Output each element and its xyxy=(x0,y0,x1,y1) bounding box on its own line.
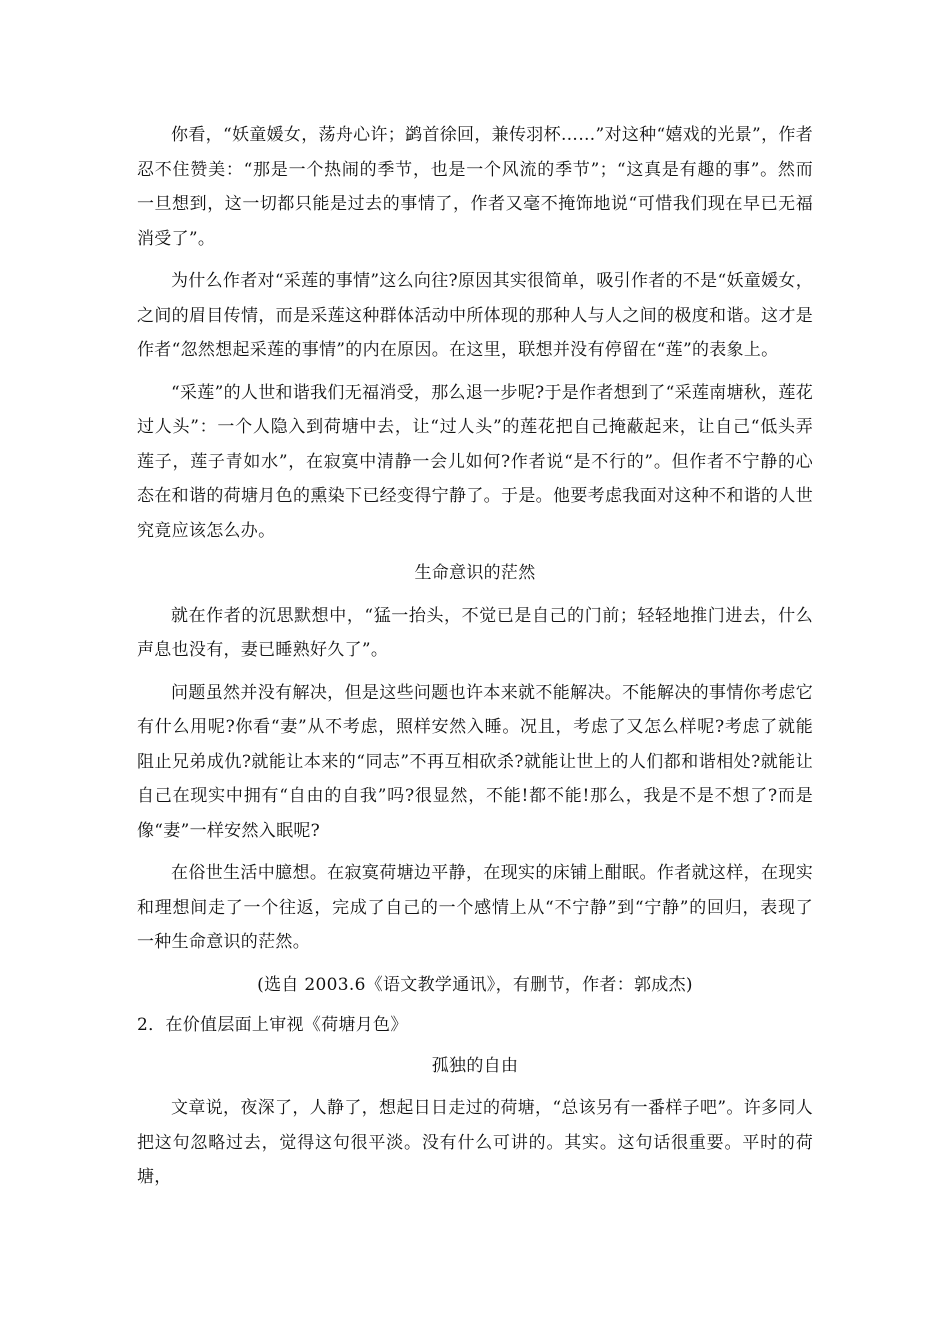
paragraph-return-to-calm: 在俗世生活中臆想。在寂寞荷塘边平静，在现实的床铺上酣眠。作者就这样，在现实和理想间走了一个往返，完成了自己的一个感情上从“不宁静”到“宁静”的回归，表现了一种生命意识的茫然。 xyxy=(137,863,813,952)
section-2-title: 2．在价值层面上审视《荷塘月色》 xyxy=(137,1015,408,1035)
document-body xyxy=(137,118,813,1203)
heading-lonely-freedom: 孤独的自由 xyxy=(431,1055,519,1076)
paragraph-pond-at-night: 文章说，夜深了，人静了，想起日日走过的荷塘，“总该另有一番样子吧”。许多同人把这句忽略过去，觉得这句很平淡。没有什么可讲的。其实。这句话很重要。平时的荷塘， xyxy=(137,1098,813,1187)
paragraph-arriving-home: 就在作者的沉思默想中，“猛一抬头，不觉已是自己的门前；轻轻地推门进去，什么声息也没有，妻已睡熟好久了”。 xyxy=(137,605,813,660)
paragraph-unsolved-problems: 问题虽然并没有解决，但是这些问题也许本来就不能解决。不能解决的事情你考虑它有什么用呢?你看“妻”从不考虑，照样安然入睡。况且，考虑了又怎么样呢?考虑了就能阻止兄弟成仇?就能让本来的“同志”不再互相砍杀?就能让世上的人们都和谐相处?就能让自己在现实中拥有“自由的自我”吗?很显然，不能!都不能!那么，我是不是不想了?而是像“妻”一样安然入眠呢? xyxy=(137,682,813,841)
paragraph-praise-of-lotus-picking: 你看，“妖童媛女，荡舟心许；鹢首徐回，兼传羽杯……”对这种“嬉戏的光景”，作者忍不住赞美：“那是一个热闹的季节，也是一个风流的季节”；“这真是有趣的事”。然而一旦想到，这一切都只能是过去的事情了，作者又毫不掩饰地说“可惜我们现在早已无福消受了”。 xyxy=(137,125,813,249)
paragraph-why-yearn-lotus-picking: 为什么作者对“采莲的事情”这么向往?原因其实很简单，吸引作者的不是“妖童媛女，之间的眉目传情，而是采莲这种群体活动中所体现的那种人与人之间的极度和谐。这才是作者“忽然想起采莲的事情”的内在原因。在这里，联想并没有停留在“莲”的表象上。 xyxy=(137,271,813,360)
heading-life-consciousness: 生命意识的茫然 xyxy=(414,563,536,583)
paragraph-retreat-into-pond: “采莲”的人世和谐我们无福消受，那么退一步呢?于是作者想到了“采莲南塘秋，莲花过人头”：一个人隐入到荷塘中去，让“过人头”的莲花把自己掩蔽起来，让自己“低头弄莲子，莲子青如水”，在寂寞中清静一会儿如何?作者说“是不行的”。但作者不宁静的心态在和谐的荷塘月色的熏染下已经变得宁静了。于是。他要考虑我面对这种不和谐的人世究竟应该怎么办。 xyxy=(137,382,813,541)
source-citation: (选自 2003.6《语文教学通讯》，有删节，作者：郭成杰) xyxy=(257,974,693,995)
